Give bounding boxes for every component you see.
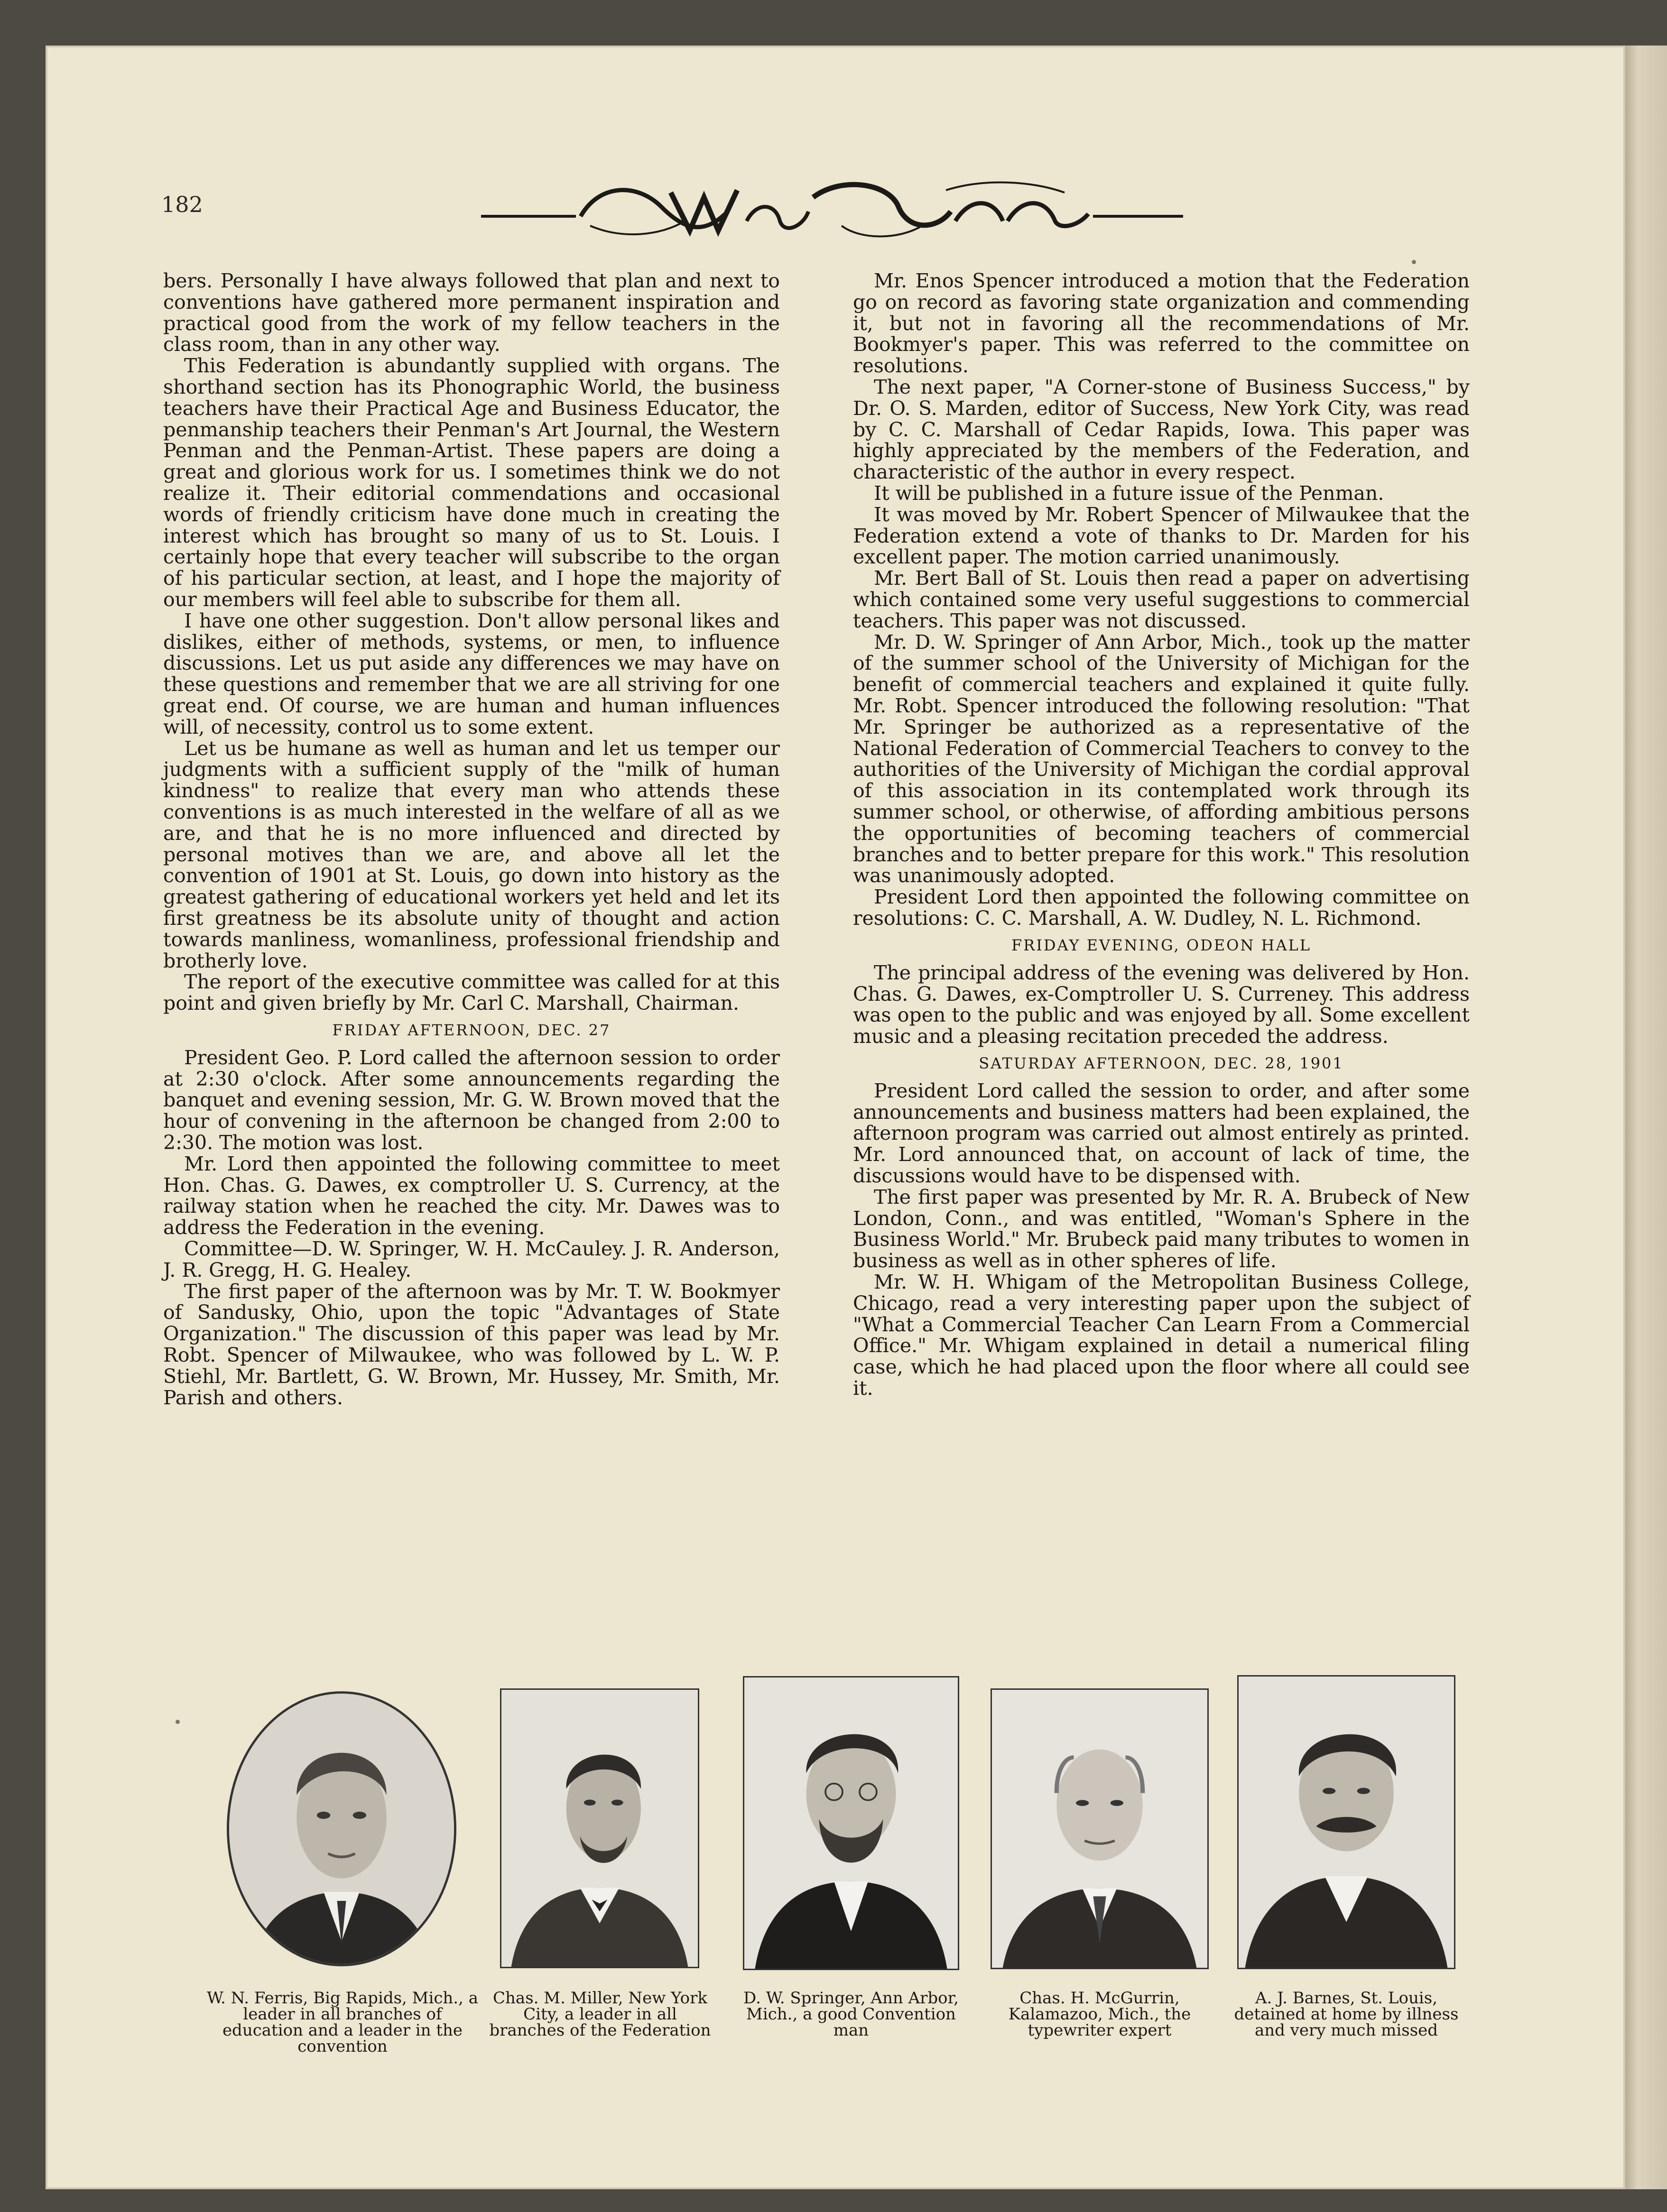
caption-ferris: W. N. Ferris, Big Rapids, Mich., a leader in all branches of education and a leader in the convention — [207, 1989, 478, 2056]
section-heading: FRIDAY AFTERNOON, DEC. 27 — [332, 1021, 611, 1039]
print-speck — [176, 1720, 180, 1724]
masthead-hidden-title: The Western Penman — [832, 239, 837, 240]
caption-springer: D. W. Springer, Ann Arbor, Mich., a good Convention man — [743, 1989, 959, 2040]
section-heading: FRIDAY EVENING, ODEON HALL — [1011, 936, 1312, 954]
adjacent-page-edge — [1625, 46, 1667, 2189]
paragraph: Committee—D. W. Springer, W. H. McCauley. J. R. Anderson, J. R. Gregg, H. G. Healey. — [163, 1237, 780, 1281]
portrait-mcgurrin-image — [992, 1690, 1207, 1968]
paragraph: Mr. Enos Spencer introduced a motion that the Federation go on record as favoring state organization and commending it, but not in favoring all the recommendations of Mr. Bookmyer's paper. This was referred to the committee on resolutions. — [853, 269, 1470, 378]
portrait-ferris — [227, 1691, 456, 1966]
paragraph: Mr. Bert Ball of St. Louis then read a paper on advertising which contained some very useful suggestions to commercial teachers. This paper was not discussed. — [853, 567, 1470, 632]
print-speck — [1412, 260, 1416, 264]
paragraph: President Geo. P. Lord called the afternoon session to order at 2:30 o'clock. After some announcements regarding the banquet and evening session, Mr. G. W. Brown moved that the hour of convening in the afternoon be changed from 2:00 to 2:30. The motion was lost. — [163, 1046, 780, 1154]
paragraph: Mr. D. W. Springer of Ann Arbor, Mich., took up the matter of the summer school of the University of Michigan for the benefit of commercial teachers and explained it quite fully. Mr. Robt. Spencer introduced the following resolution: "That Mr. Springer be authorized as a representative of the National Federation of Commercial Teachers to convey to the authorities of the University of Michigan the cordial approval of this association in its contemplated work through its summer school, or otherwise, of affording ambitious persons the opportunities of becoming teachers of commercial branches and to better prepare for this work." This resolution was unanimously adopted. — [853, 630, 1470, 887]
section-heading: SATURDAY AFTERNOON, DEC. 28, 1901 — [979, 1054, 1344, 1072]
portrait-barnes-image — [1239, 1677, 1454, 1968]
portrait-miller — [500, 1688, 699, 1968]
portrait-ferris-image — [229, 1694, 454, 1964]
masthead-logo — [481, 178, 1183, 245]
caption-mcgurrin: Chas. H. McGurrin, Kalamazoo, Mich., the typewriter expert — [1008, 1989, 1191, 2040]
portrait-miller-image — [501, 1690, 698, 1967]
paragraph: Mr. Lord then appointed the following committee to meet Hon. Chas. G. Dawes, ex comptroller U. S. Currency, at the railway station when he reached the city. Mr. Dawes was to address the Federation in the evening. — [163, 1152, 780, 1239]
paragraph: It was moved by Mr. Robert Spencer of Milwaukee that the Federation extend a vote of thanks to Dr. Marden for his excellent paper. The motion carried unanimously. — [853, 503, 1470, 569]
page-number: 182 — [161, 192, 203, 217]
portrait-barnes — [1237, 1675, 1455, 1969]
paragraph: It will be published in a future issue of the Penman. — [874, 481, 1384, 505]
paragraph: Let us be humane as well as human and let us temper our judgments with a sufficient supply of the "milk of human kindness" to realize that every man who attends these conventions is as much interested in the welfare of all as we are, and that he is no more influenced and directed by personal motives than we are, and above all let the convention of 1901 at St. Louis, go down into history as the greatest gathering of educational workers yet held and let its first greatness be its absolute unity of thought and action towards manliness, womanliness, professional friendship and brotherly love. — [163, 737, 780, 972]
paragraph: The next paper, "A Corner-stone of Business Success," by Dr. O. S. Marden, editor of Success, New York City, was read by C. C. Marshall of Cedar Rapids, Iowa. This paper was highly appreciated by the members of the Federation, and characteristic of the author in every respect. — [853, 375, 1470, 484]
paragraph: I have one other suggestion. Don't allow personal likes and dislikes, either of methods, systems, or men, to influence discussions. Let us put aside any differences we may have on these questions and remember that we are all striving for one great end. Of course, we are human and human influences will, of necessity, control us to some extent. — [163, 609, 780, 738]
paragraph: Mr. W. H. Whigam of the Metropolitan Business College, Chicago, read a very interesting paper upon the subject of "What a Commercial Teacher Can Learn From a Commercial Office." Mr. Whigam explained in detail a numerical filing case, which he had placed upon the floor where all could see it. — [853, 1271, 1470, 1400]
portrait-mcgurrin — [991, 1688, 1209, 1969]
paragraph: bers. Personally I have always followed that plan and next to conventions have gathered more permanent inspiration and practical good from the work of my fellow teachers in the class room, than in any other way. — [163, 269, 780, 356]
paragraph: The principal address of the evening was delivered by Hon. Chas. G. Dawes, ex-Comptroller U. S. Curreney. This address was open to the public and was enjoyed by all. Some excellent music and a pleasing recitation preceded the address. — [853, 961, 1470, 1048]
caption-miller: Chas. M. Miller, New York City, a leader in all branches of the Federation — [489, 1989, 711, 2040]
left-article-column — [163, 270, 780, 1408]
portrait-springer — [743, 1676, 959, 1970]
paragraph: The first paper was presented by Mr. R. A. Brubeck of New London, Conn., and was entitled, "Woman's Sphere in the Business World." Mr. Brubeck paid many tributes to women in business as well as in other spheres of life. — [853, 1185, 1470, 1272]
masthead-lettering-art — [481, 178, 1183, 245]
paragraph: President Lord then appointed the following committee on resolutions: C. C. Marshall, A. W. Dudley, N. L. Richmond. — [853, 885, 1470, 930]
paragraph: The first paper of the afternoon was by Mr. T. W. Bookmyer of Sandusky, Ohio, upon the topic "Advantages of State Organization." The discussion of this paper was lead by Mr. Robt. Spencer of Milwaukee, who was followed by L. W. P. Stiehl, Mr. Bartlett, G. W. Brown, Mr. Hussey, Mr. Smith, Mr. Parish and others. — [163, 1280, 780, 1409]
portrait-springer-image — [744, 1677, 958, 1969]
caption-barnes: A. J. Barnes, St. Louis, detained at home by illness and very much missed — [1234, 1989, 1459, 2040]
paragraph: President Lord called the session to order, and after some announcements and business matters had been explained, the afternoon program was carried out almost entirely as printed. Mr. Lord announced that, on account of lack of time, the discussions would have to be dispensed with. — [853, 1079, 1470, 1188]
paragraph: The report of the executive committee was called for at this point and given briefly by Mr. Carl C. Marshall, Chairman. — [163, 970, 780, 1015]
right-article-column — [853, 270, 1470, 1399]
paragraph: This Federation is abundantly supplied with organs. The shorthand section has its Phonographic World, the business teachers have their Practical Age and Business Educator, the penmanship teachers their Penman's Art Journal, the Western Penman and the Penman-Artist. These papers are doing a great and glorious work for us. I sometimes think we do not realize it. Their editorial commendations and occasional words of friendly criticism have done much in creating the interest which has brought so many of us to St. Louis. I certainly hope that every teacher will subscribe to the organ of his particular section, at least, and I hope the majority of our members will feel able to subscribe for them all. — [163, 354, 780, 611]
